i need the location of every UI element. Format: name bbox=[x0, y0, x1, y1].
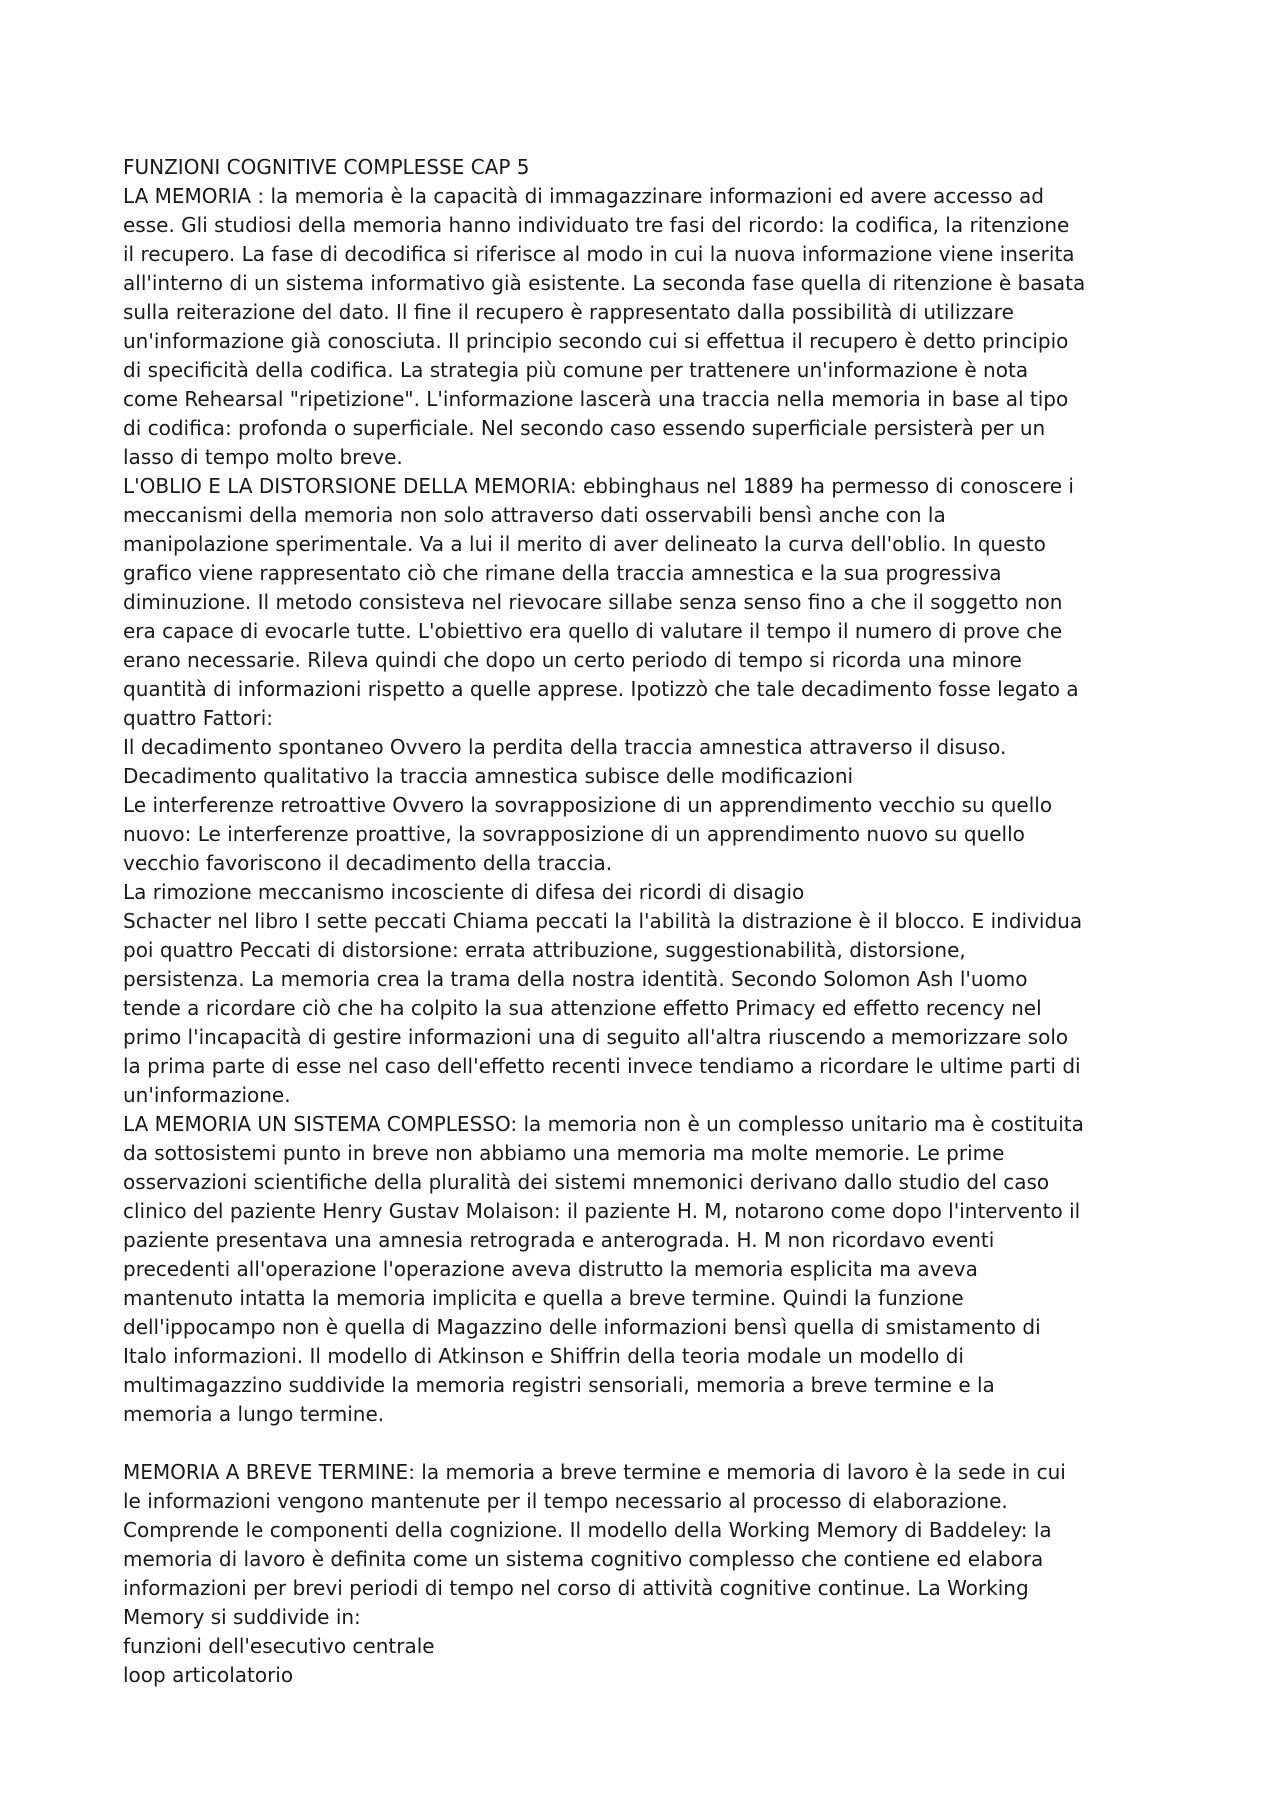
text-line: clinico del paziente Henry Gustav Molaison: il paziente H. M, notarono come dopo l'intervento il bbox=[123, 1199, 1081, 1223]
text-line: quattro Fattori: bbox=[123, 706, 274, 730]
text-line: all'interno di un sistema informativo già esistente. La seconda fase quella di ritenzione è basata bbox=[123, 271, 1086, 295]
text-line: lasso di tempo molto breve. bbox=[123, 445, 403, 469]
text-line: un'informazione già conosciuta. Il principio secondo cui si effettua il recupero è detto principio bbox=[123, 329, 1069, 353]
text-line: manipolazione sperimentale. Va a lui il merito di aver delineato la curva dell'oblio. In questo bbox=[123, 532, 1046, 556]
text-line: MEMORIA A BREVE TERMINE: la memoria a breve termine e memoria di lavoro è la sede in cui bbox=[123, 1460, 1066, 1484]
text-line: quantità di informazioni rispetto a quelle apprese. Ipotizzò che tale decadimento fosse legato a bbox=[123, 677, 1079, 701]
text-line: di codifica: profonda o superficiale. Nel secondo caso essendo superficiale persisterà per un bbox=[123, 416, 1046, 440]
text-line: memoria di lavoro è definita come un sistema cognitivo complesso che contiene ed elabora bbox=[123, 1547, 1044, 1571]
text-line: memoria a lungo termine. bbox=[123, 1402, 385, 1426]
text-line: le informazioni vengono mantenute per il tempo necessario al processo di elaborazione. bbox=[123, 1489, 1008, 1513]
text-line: tende a ricordare ciò che ha colpito la sua attenzione effetto Primacy ed effetto recency nel bbox=[123, 996, 1042, 1020]
text-line: Comprende le componenti della cognizione. Il modello della Working Memory di Baddeley: la bbox=[123, 1518, 1052, 1542]
text-line: funzioni dell'esecutivo centrale bbox=[123, 1634, 435, 1658]
text-line: primo l'incapacità di gestire informazioni una di seguito all'altra riuscendo a memorizzare solo bbox=[123, 1025, 1069, 1049]
text-line: La rimozione meccanismo incosciente di difesa dei ricordi di disagio bbox=[123, 880, 805, 904]
text-line: paziente presentava una amnesia retrograda e anterograda. H. M non ricordavo eventi bbox=[123, 1228, 995, 1252]
text-line: erano necessarie. Rileva quindi che dopo un certo periodo di tempo si ricorda una minore bbox=[123, 648, 1022, 672]
text-line: era capace di evocarle tutte. L'obiettivo era quello di valutare il tempo il numero di prove che bbox=[123, 619, 1063, 643]
text-line: meccanismi della memoria non solo attraverso dati osservabili bensì anche con la bbox=[123, 503, 946, 527]
text-line: nuovo: Le interferenze proattive, la sovrapposizione di un apprendimento nuovo su quello bbox=[123, 822, 1025, 846]
text-line: persistenza. La memoria crea la trama della nostra identità. Secondo Solomon Ash l'uomo bbox=[123, 967, 1028, 991]
text-line: Decadimento qualitativo la traccia amnestica subisce delle modificazioni bbox=[123, 764, 854, 788]
text-line: precedenti all'operazione l'operazione aveva distrutto la memoria esplicita ma aveva bbox=[123, 1257, 978, 1281]
text-line: come Rehearsal "ripetizione". L'informazione lascerà una traccia nella memoria in base al tipo bbox=[123, 387, 1069, 411]
text-line: Italo informazioni. Il modello di Atkinson e Shiffrin della teoria modale un modello di bbox=[123, 1344, 964, 1368]
text-line: multimagazzino suddivide la memoria registri sensoriali, memoria a breve termine e la bbox=[123, 1373, 995, 1397]
text-line: diminuzione. Il metodo consisteva nel rievocare sillabe senza senso fino a che il soggetto non bbox=[123, 590, 1063, 614]
text-line: un'informazione. bbox=[123, 1083, 291, 1107]
text-line: il recupero. La fase di decodifica si riferisce al modo in cui la nuova informazione viene inserita bbox=[123, 242, 1075, 266]
text-line: da sottosistemi punto in breve non abbiamo una memoria ma molte memorie. Le prime bbox=[123, 1141, 1005, 1165]
text-line: dell'ippocampo non è quella di Magazzino delle informazioni bensì quella di smistamento di bbox=[123, 1315, 1041, 1339]
text-line: FUNZIONI COGNITIVE COMPLESSE CAP 5 bbox=[123, 155, 530, 179]
text-line: LA MEMORIA UN SISTEMA COMPLESSO: la memoria non è un complesso unitario ma è costituita bbox=[123, 1112, 1084, 1136]
text-line: LA MEMORIA : la memoria è la capacità di immagazzinare informazioni ed avere accesso ad bbox=[123, 184, 1044, 208]
text-line: osservazioni scientifiche della pluralità dei sistemi mnemonici derivano dallo studio del caso bbox=[123, 1170, 1050, 1194]
text-line: vecchio favoriscono il decadimento della traccia. bbox=[123, 851, 613, 875]
text-line: Le interferenze retroattive Ovvero la sovrapposizione di un apprendimento vecchio su quello bbox=[123, 793, 1053, 817]
text-line: Schacter nel libro I sette peccati Chiama peccati la l'abilità la distrazione è il blocco. E individua bbox=[123, 909, 1083, 933]
text-line: poi quattro Peccati di distorsione: errata attribuzione, suggestionabilità, distorsione, bbox=[123, 938, 966, 962]
text-line: grafico viene rappresentato ciò che rimane della traccia amnestica e la sua progressiva bbox=[123, 561, 1002, 585]
document-body bbox=[123, 153, 1173, 1690]
text-line: informazioni per brevi periodi di tempo nel corso di attività cognitive continue. La Working bbox=[123, 1576, 1029, 1600]
text-line: la prima parte di esse nel caso dell'effetto recenti invece tendiamo a ricordare le ultime parti di bbox=[123, 1054, 1081, 1078]
text-line: mantenuto intatta la memoria implicita e quella a breve termine. Quindi la funzione bbox=[123, 1286, 964, 1310]
text-line: sulla reiterazione del dato. Il fine il recupero è rappresentato dalla possibilità di utilizzare bbox=[123, 300, 1014, 324]
text-line: di specificità della codifica. La strategia più comune per trattenere un'informazione è nota bbox=[123, 358, 1029, 382]
text-line: Il decadimento spontaneo Ovvero la perdita della traccia amnestica attraverso il disuso. bbox=[123, 735, 1007, 759]
blank-line bbox=[123, 1429, 1173, 1458]
text-line: loop articolatorio bbox=[123, 1663, 294, 1687]
text-line: Memory si suddivide in: bbox=[123, 1605, 361, 1629]
text-line: L'OBLIO E LA DISTORSIONE DELLA MEMORIA: ebbinghaus nel 1889 ha permesso di conoscere i bbox=[123, 474, 1074, 498]
text-line: esse. Gli studiosi della memoria hanno individuato tre fasi del ricordo: la codifica, la ritenzione bbox=[123, 213, 1070, 237]
